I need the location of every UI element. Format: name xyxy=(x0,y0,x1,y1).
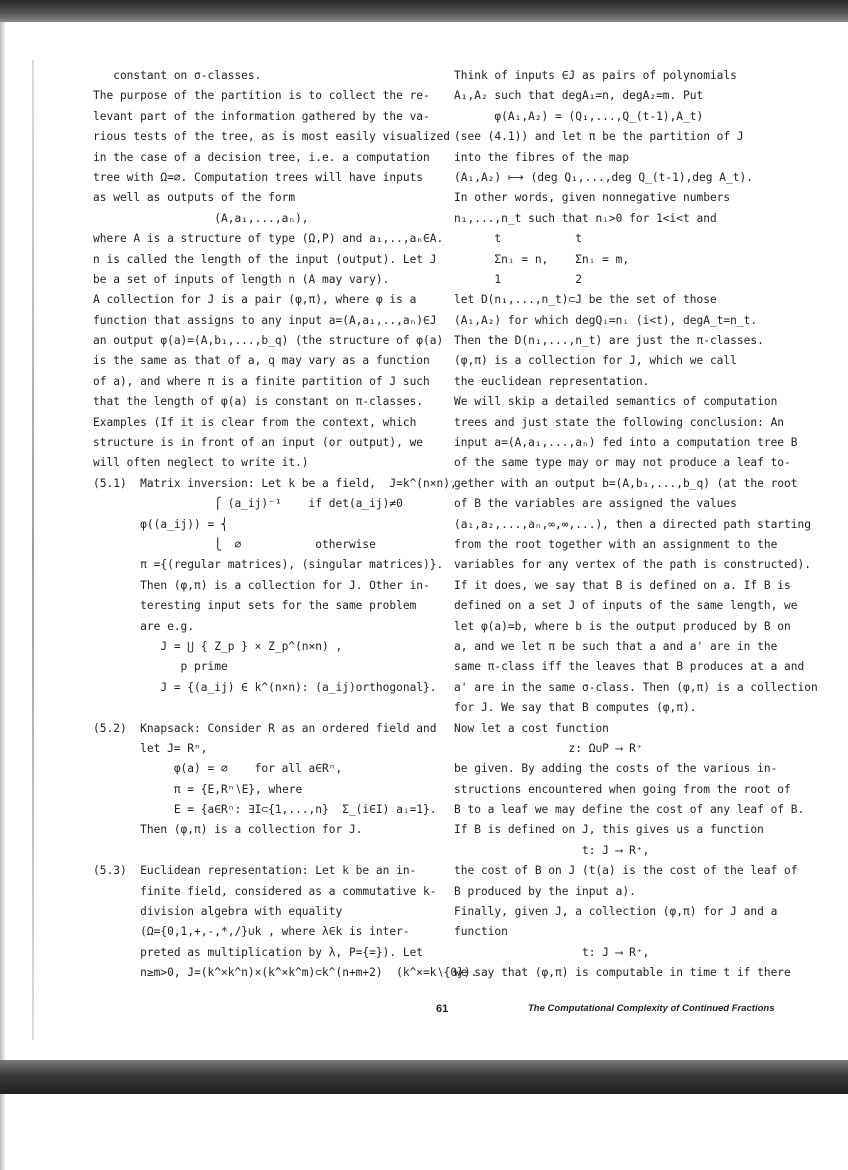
text-line: The purpose of the partition is to collect the re- xyxy=(93,89,430,103)
text-line: (5.2) Knapsack: Consider R as an ordered field and xyxy=(93,721,437,735)
text-line: (a₁,a₂,...,aₙ,∞,∞,...), then a directed path starting xyxy=(454,517,811,531)
text-line: trees and just state the following conclusion: An xyxy=(454,415,785,429)
text-line: from the root together with an assignment to the xyxy=(454,537,778,551)
text-line: E = {a∈Rⁿ: ∃I⊂{1,...,n} Σ_(i∈I) aᵢ=1}. xyxy=(93,803,437,817)
text-line: that the length of φ(a) is constant on π-classes. xyxy=(93,395,424,409)
page-number: 61 xyxy=(436,1003,449,1015)
text-line: t t xyxy=(454,232,582,246)
binder-margin-line xyxy=(32,60,34,1040)
scan-left-edge xyxy=(0,22,5,1170)
text-line: teresting input sets for the same problem xyxy=(93,599,417,613)
running-title: The Computational Complexity of Continued Fractions xyxy=(528,1003,775,1014)
text-line: are e.g. xyxy=(93,619,195,633)
text-line: Σnᵢ = n, Σnᵢ = m, xyxy=(454,252,630,266)
text-line: J = ⋃ { Z_p } × Z_p^(n×n) , xyxy=(93,639,343,653)
text-line: into the fibres of the map xyxy=(454,150,630,164)
left-text-column xyxy=(93,66,478,984)
text-line: let D(n₁,...,n_t)⊂J be the set of those xyxy=(454,293,717,307)
text-line: z: Ω∪P ⟶ R⁺ xyxy=(454,741,643,755)
scan-bottom-shadow xyxy=(0,1060,848,1094)
text-line xyxy=(93,841,433,861)
text-line: B to a leaf we may define the cost of any leaf of B. xyxy=(454,803,805,817)
text-line: (A,a₁,...,aₙ), xyxy=(93,211,309,225)
text-line: 1 2 xyxy=(454,272,582,286)
text-line: Examples (If it is clear from the context, which xyxy=(93,415,417,429)
text-line: φ(A₁,A₂) = (Q₁,...,Q_(t-1),A_t) xyxy=(454,109,704,123)
text-line: (Ω={0,1,+,-,*,/}∪k , where λ∈k is inter- xyxy=(93,925,410,939)
text-line: levant part of the information gathered by the va- xyxy=(93,109,430,123)
text-line: we say that (φ,π) is computable in time t if there xyxy=(454,966,791,980)
text-line: A collection for J is a pair (φ,π), where φ is a xyxy=(93,293,417,307)
text-line: Then (φ,π) is a collection for J. Other in- xyxy=(93,578,430,592)
text-line: variables for any vertex of the path is constructed). xyxy=(454,558,811,572)
text-line: A₁,A₂ such that degA₁=n, degA₂=m. Put xyxy=(454,89,704,103)
text-line xyxy=(93,698,433,718)
text-line: rious tests of the tree, as is most easily visualized xyxy=(93,130,450,144)
text-line: input a=(A,a₁,...,aₙ) fed into a computation tree B xyxy=(454,436,798,450)
text-line: gether with an output b=(A,b₁,...,b_q) (at the root xyxy=(454,476,798,490)
text-line: B produced by the input a). xyxy=(454,884,636,898)
text-line: (φ,π) is a collection for J, which we call xyxy=(454,354,737,368)
text-line: If it does, we say that B is defined on a. If B is xyxy=(454,578,791,592)
text-line: (see (4.1)) and let π be the partition of J xyxy=(454,130,744,144)
text-line: In other words, given nonnegative numbers xyxy=(454,191,731,205)
text-line: ⎧ (a_ij)⁻¹ if det(a_ij)≠0 xyxy=(93,497,403,511)
text-line: π ={(regular matrices), (singular matrices)}. xyxy=(93,558,444,572)
text-line: let J= Rⁿ, xyxy=(93,741,208,755)
text-line: the euclidean representation. xyxy=(454,374,650,388)
right-text-column xyxy=(454,66,818,984)
text-line: let φ(a)=b, where b is the output produced by B on xyxy=(454,619,791,633)
text-line: function that assigns to any input a=(A,a₁,..,aₙ)∈J xyxy=(93,313,437,327)
text-line: is the same as that of a, q may vary as a function xyxy=(93,354,430,368)
text-line: be given. By adding the costs of the various in- xyxy=(454,762,778,776)
text-line: ⎩ ∅ otherwise xyxy=(93,537,376,551)
text-line: in the case of a decision tree, i.e. a computation xyxy=(93,150,430,164)
text-line: If B is defined on J, this gives us a function xyxy=(454,823,764,837)
text-line: t: J ⟶ R⁺, xyxy=(454,843,650,857)
text-line: where A is a structure of type (Ω,P) and a₁,..,aₙ∈A. xyxy=(93,232,444,246)
text-line: a, and we let π be such that a and a' are in the xyxy=(454,639,778,653)
text-line: finite field, considered as a commutative k- xyxy=(93,884,437,898)
text-line: preted as multiplication by λ, P={=}). Let xyxy=(93,945,424,959)
text-line: (5.1) Matrix inversion: Let k be a field, J=k^(n×n), xyxy=(93,476,457,490)
text-line: of the same type may or may not produce a leaf to- xyxy=(454,456,791,470)
text-line: Finally, given J, a collection (φ,π) for J and a xyxy=(454,905,778,919)
text-line: Now let a cost function xyxy=(454,721,609,735)
text-line: (A₁,A₂) ⟼ (deg Q₁,...,deg Q_(t-1),deg A_t). xyxy=(454,170,753,184)
text-line: for J. We say that B computes (φ,π). xyxy=(454,701,697,715)
text-line: φ((a_ij)) = ⎨ xyxy=(93,517,228,531)
text-line: be a set of inputs of length n (A may vary). xyxy=(93,272,390,286)
text-line: φ(a) = ∅ for all a∈Rⁿ, xyxy=(93,762,343,776)
text-line: π = {E,Rⁿ∖E}, where xyxy=(93,782,303,796)
text-line: structions encountered when going from the root of xyxy=(454,782,791,796)
text-line: n₁,...,n_t such that nᵢ>0 for 1<i<t and xyxy=(454,211,717,225)
text-line: division algebra with equality xyxy=(93,905,343,919)
text-line: (5.3) Euclidean representation: Let k be an in- xyxy=(93,864,417,878)
text-line: Think of inputs ∈J as pairs of polynomials xyxy=(454,69,737,82)
text-line: Then the D(n₁,...,n_t) are just the π-classes. xyxy=(454,334,764,348)
text-line: (A₁,A₂) for which degQᵢ=nᵢ (i<t), degA_t=n_t. xyxy=(454,313,758,327)
scan-top-shadow xyxy=(0,0,848,22)
text-line: as well as outputs of the form xyxy=(93,191,296,205)
text-line: will often neglect to write it.) xyxy=(93,456,309,470)
text-line: t: J ⟶ R⁺, xyxy=(454,945,650,959)
text-line: Then (φ,π) is a collection for J. xyxy=(93,823,363,837)
text-line: tree with Ω=∅. Computation trees will have inputs xyxy=(93,170,424,184)
text-line: n is called the length of the input (output). Let J xyxy=(93,252,437,266)
text-line: p prime xyxy=(93,660,228,674)
text-line: an output φ(a)=(A,b₁,...,b_q) (the structure of φ(a) xyxy=(93,334,444,348)
text-line: of B the variables are assigned the values xyxy=(454,497,737,511)
text-line: structure is in front of an input (or output), we xyxy=(93,436,424,450)
text-line: a' are in the same σ-class. Then (φ,π) is a collection xyxy=(454,680,818,694)
text-line: We will skip a detailed semantics of computation xyxy=(454,395,778,409)
text-line: n≥m>0, J=(k^×k^n)×(k^×k^m)⊂k^(n+m+2) (k^×=k∖{0}). xyxy=(93,966,478,980)
text-line: the cost of B on J (t(a) is the cost of the leaf of xyxy=(454,864,798,878)
text-line: constant on σ-classes. xyxy=(93,69,262,82)
text-line: of a), and where π is a finite partition of J such xyxy=(93,374,430,388)
text-line: same π-class iff the leaves that B produces at a and xyxy=(454,660,805,674)
text-line: defined on a set J of inputs of the same length, we xyxy=(454,599,798,613)
text-line: J = {(a_ij) ∈ k^(n×n): (a_ij)orthogonal}. xyxy=(93,680,437,694)
text-line: function xyxy=(454,925,508,939)
